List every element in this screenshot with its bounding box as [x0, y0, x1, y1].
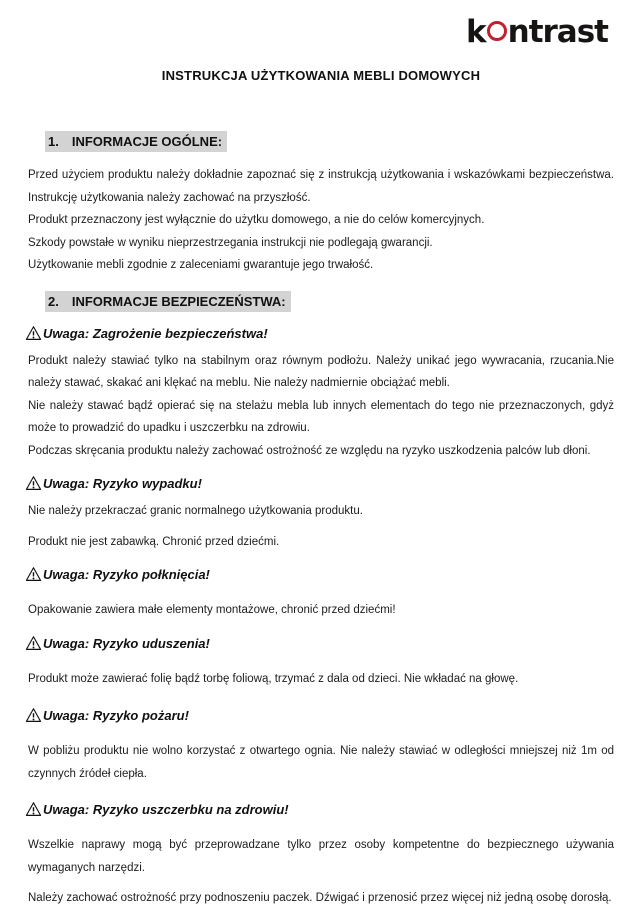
warning-heading [25, 566, 614, 582]
logo [28, 14, 614, 60]
warning-label: Uwaga: Ryzyko uszczerbku na zdrowiu! [43, 802, 289, 817]
page-title: INSTRUKCJA UŻYTKOWANIA MEBLI DOMOWYCH [161, 68, 481, 83]
paragraph: W pobliżu produktu nie wolno korzystać z otwartego ognia. Nie należy stawiać w odległości mniejszej niż 1m od czynnych źródeł ciepła. [28, 745, 614, 780]
section-heading-label: INFORMACJE BEZPIECZEŃSTWA: [71, 293, 286, 309]
section-number: 1. [48, 134, 59, 149]
paragraph: Opakowanie zawiera małe elementy montażowe, chronić przed dziećmi! [28, 604, 396, 616]
paragraph: Produkt przeznaczony jest wyłącznie do użytku domowego, a nie do celów komercyjnych. [28, 214, 485, 226]
logo-text-prefix: k [466, 14, 486, 50]
section-heading-safety [45, 291, 614, 312]
warning-triangle-icon [25, 801, 42, 817]
warning-triangle-icon [25, 566, 42, 582]
warning-heading [25, 707, 614, 723]
warning-label: Uwaga: Ryzyko uduszenia! [43, 635, 210, 651]
paragraph: Nie należy stawać bądź opierać się na stelażu mebla lub innych elementach do tego nie przeznaczonych, gdyż może to prowadzić do upadku i uszczerbku na zdrowiu. [28, 399, 614, 434]
section-heading-general [45, 131, 614, 152]
warning-heading [25, 475, 614, 491]
section-heading-label: INFORMACJE OGÓLNE: [71, 134, 223, 149]
warning-triangle-icon [25, 707, 42, 723]
warning-triangle-icon [25, 475, 42, 491]
kontrast-logo [466, 14, 608, 50]
paragraph: Należy zachować ostrożność przy podnoszeniu paczek. Dźwigać i przenosić przez więcej niż jedną osobę dorosłą. [28, 892, 612, 904]
warning-label: Uwaga: Ryzyko wypadku! [43, 476, 202, 491]
paragraph: Produkt nie jest zabawką. Chronić przed dziećmi. [28, 535, 280, 548]
warning-triangle-icon [25, 325, 42, 341]
paragraph: Użytkowanie mebli zgodnie z zaleceniami gwarantuje jego trwałość. [28, 259, 374, 271]
logo-ring-o-icon [487, 21, 507, 41]
section-number: 2. [48, 293, 59, 309]
warning-label: Uwaga: Ryzyko pożaru! [43, 708, 189, 723]
paragraph: Wszelkie naprawy mogą być przeprowadzane tylko przez osoby kompetentne do bezpiecznego używania wymaganych narzędzi. [28, 839, 614, 874]
paragraph: Przed użyciem produktu należy dokładnie zapoznać się z instrukcją użytkowania i wskazówkami bezpieczeństwa. Instrukcję użytkowania należy zachować na przyszłość. [28, 169, 614, 204]
paragraph: Produkt należy stawiać tylko na stabilnym oraz równym podłożu. Należy unikać jego wywracania, rzucania.Nie należy stawać, skakać ani klękać na meblu. Nie należy nadmiernie obciążać mebli. [28, 354, 614, 389]
warning-heading [25, 801, 614, 817]
logo-text-suffix: ntrast [507, 14, 608, 50]
warning-heading [25, 325, 614, 341]
paragraph: Podczas skręcania produktu należy zachować ostrożność ze względu na ryzyko uszkodzenia palców lub dłoni. [28, 444, 591, 457]
paragraph: Nie należy przekraczać granic normalnego użytkowania produktu. [28, 505, 363, 517]
warning-label: Uwaga: Ryzyko połknięcia! [43, 567, 210, 582]
warning-triangle-icon [25, 635, 42, 651]
warning-label: Uwaga: Zagrożenie bezpieczeństwa! [43, 325, 268, 341]
paragraph: Szkody powstałe w wyniku nieprzestrzegania instrukcji nie podlegają gwarancji. [28, 236, 433, 249]
paragraph: Produkt może zawierać folię bądź torbę foliową, trzymać z dala od dzieci. Nie wkładać na głowę. [28, 672, 519, 685]
warning-heading [25, 635, 614, 651]
